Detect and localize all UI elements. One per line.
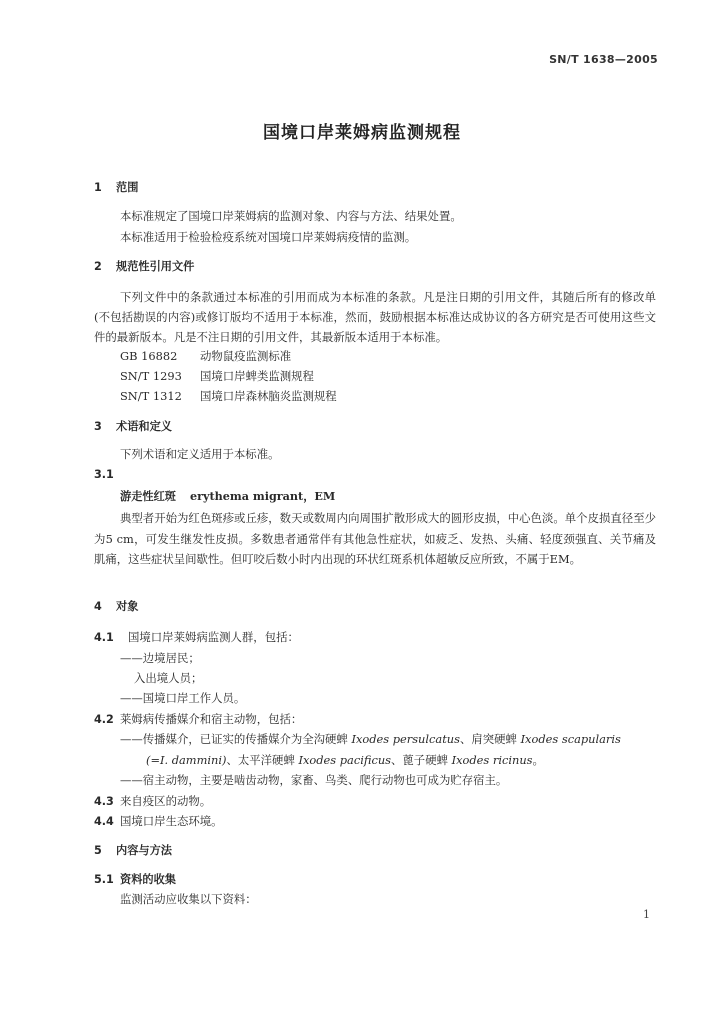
page-title: 国境口岸莱姆病监测规程: [263, 123, 461, 143]
section-number: 2: [94, 260, 102, 273]
clause-number: 4.4: [94, 815, 114, 828]
species-name: Ixodes scapularis: [520, 732, 621, 746]
species-name: Ixodes persulcatus: [351, 732, 460, 746]
reference-code: SN/T 1312: [120, 389, 182, 403]
section-1-para-2: 本标准适用于检验检疫系统对国境口岸莱姆病疫情的监测。: [120, 230, 417, 244]
reference-name: 国境口岸森林脑炎监测规程: [200, 389, 337, 403]
list-item: [120, 731, 621, 747]
reference-code: SN/T 1293: [120, 369, 182, 383]
section-2-heading: [94, 259, 194, 275]
list-item: ——边境居民；: [120, 651, 200, 665]
clause-number: 4.1: [94, 631, 114, 644]
clause-number: 4.2: [94, 713, 114, 726]
term-definition: 典型者开始为红色斑疹或丘疹，数天或数周内向周围扩散形成大的圆形皮损，中心色淡。单个皮损直径至少为5 cm，可发生继发性皮损。多数患者通常伴有其他急性症状，如疲乏、发热、头痛、轻度颈强直、关节痛及肌痛，这些症状呈间歇性。但叮咬后数小时内出现的环状红斑系机体超敏反应所致，不属于EM。: [94, 511, 656, 566]
reference-item: [120, 348, 291, 364]
section-3-heading: [94, 419, 172, 435]
term-chinese: 游走性红斑: [120, 490, 176, 503]
clause-4-2: [94, 711, 302, 728]
clause-text: 国境口岸生态环境。: [120, 814, 223, 828]
term-heading: [120, 488, 335, 505]
section-4-heading: [94, 599, 138, 615]
clause-5-1-text: 监测活动应收集以下资料：: [120, 892, 257, 906]
reference-item: [120, 388, 337, 404]
section-title: 范围: [116, 181, 139, 194]
clause-5-1: [94, 872, 176, 888]
section-number: 5: [94, 844, 102, 857]
list-text: 、太平洋硬蜱: [226, 753, 295, 767]
section-5-heading: [94, 843, 172, 859]
clause-text: 国境口岸莱姆病监测人群，包括：: [128, 630, 299, 644]
section-title: 术语和定义: [116, 420, 172, 433]
list-item: ——国境口岸工作人员。: [120, 691, 246, 705]
list-text: ——传播媒介，已证实的传播媒介为全沟硬蜱: [120, 732, 348, 746]
list-text: 。: [532, 753, 544, 767]
clause-4-1: [94, 629, 299, 646]
clause-title: 资料的收集: [120, 873, 176, 886]
section-3-intro: 下列术语和定义适用于本标准。: [120, 447, 280, 461]
page-number: 1: [643, 908, 650, 921]
term-number: 3.1: [94, 468, 114, 481]
term-english: erythema migrant，EM: [189, 489, 336, 503]
list-item: 入出境人员；: [134, 671, 203, 685]
standard-code: SN/T 1638—2005: [549, 53, 658, 66]
section-title: 内容与方法: [116, 844, 172, 857]
section-number: 3: [94, 420, 102, 433]
section-1-para-1: 本标准规定了国境口岸莱姆病的监测对象、内容与方法、结果处置。: [120, 209, 462, 223]
list-item: ——宿主动物，主要是啮齿动物，家畜、鸟类、爬行动物也可成为贮存宿主。: [120, 773, 508, 787]
species-name: (=I. dammini): [146, 753, 227, 767]
reference-item: [120, 368, 314, 384]
list-item-continuation: [146, 752, 544, 768]
reference-name: 动物鼠疫监测标准: [200, 349, 292, 363]
section-title: 规范性引用文件: [116, 260, 195, 273]
species-name: Ixodes pacificus: [298, 753, 392, 767]
section-title: 对象: [116, 600, 139, 613]
reference-name: 国境口岸蜱类监测规程: [200, 369, 314, 383]
list-text: 、肩突硬蜱: [459, 732, 517, 746]
clause-number: 5.1: [94, 873, 114, 886]
section-2-paragraph: 下列文件中的条款通过本标准的引用而成为本标准的条款。凡是注日期的引用文件，其随后所有的修改单(不包括勘误的内容)或修订版均不适用于本标准，然而，鼓励根据本标准达成协议的各方研究是否可使用这些文件的最新版本。凡是不注日期的引用文件，其最新版本适用于本标准。: [94, 290, 656, 344]
clause-number: 4.3: [94, 795, 114, 808]
species-name: Ixodes ricinus: [451, 753, 533, 767]
clause-4-3: [94, 793, 211, 810]
reference-code: GB 16882: [120, 349, 178, 363]
clause-4-4: [94, 813, 223, 830]
section-number: 1: [94, 181, 102, 194]
section-1-heading: [94, 180, 138, 196]
clause-text: 莱姆病传播媒介和宿主动物，包括：: [120, 712, 303, 726]
list-text: 、蓖子硬蜱: [391, 753, 448, 767]
section-number: 4: [94, 600, 102, 613]
clause-text: 来自疫区的动物。: [120, 794, 212, 808]
